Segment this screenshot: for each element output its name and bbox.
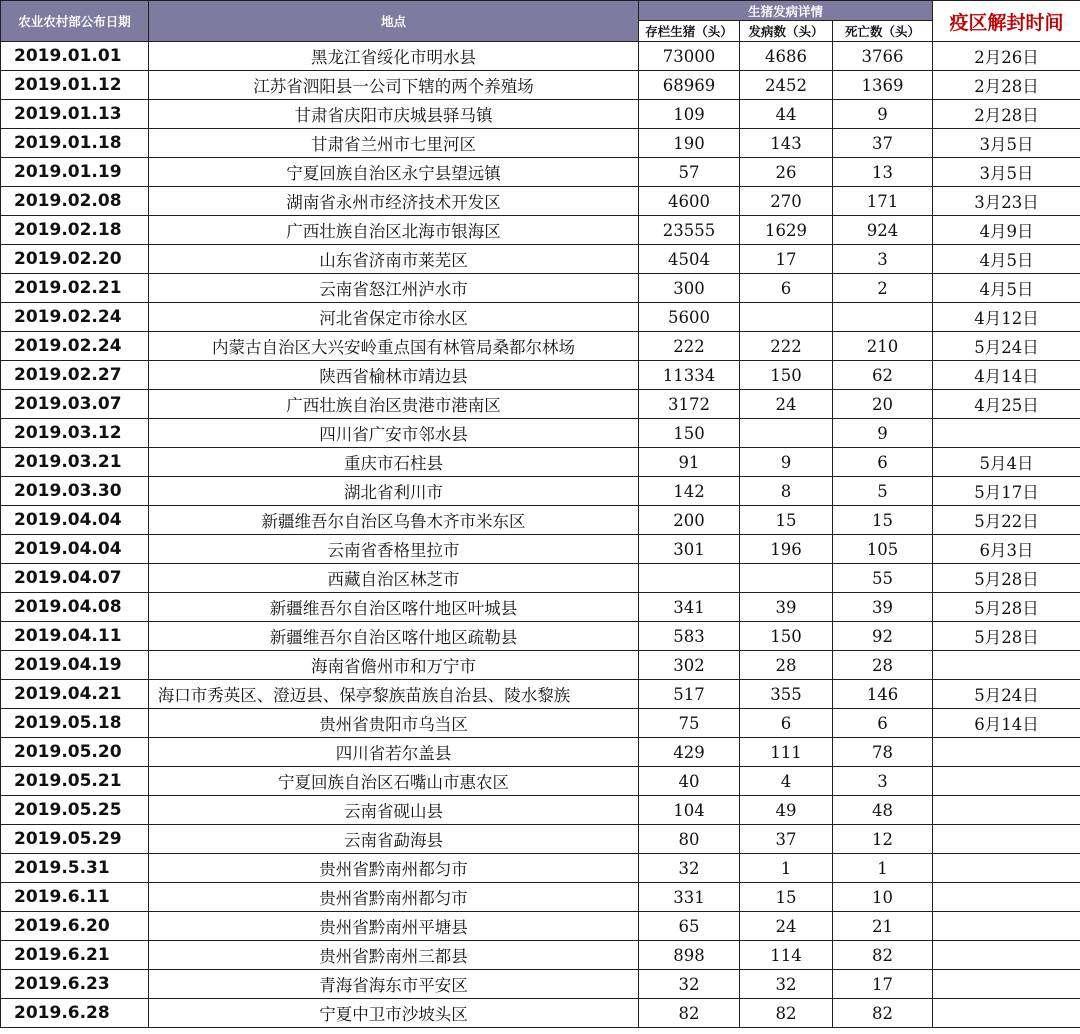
cell-lift: 6月3日 xyxy=(933,535,1080,564)
cell-stock xyxy=(639,564,740,593)
cell-deaths: 78 xyxy=(833,738,933,767)
cell-location: 贵州省黔南州三都县 xyxy=(149,941,639,970)
cell-date: 2019.02.24 xyxy=(1,303,149,332)
cell-stock: 142 xyxy=(639,477,740,506)
cell-cases: 6 xyxy=(740,274,833,303)
cell-deaths: 1 xyxy=(833,854,933,883)
cell-location: 重庆市石柱县 xyxy=(149,448,639,477)
cell-deaths: 28 xyxy=(833,651,933,680)
cell-stock: 65 xyxy=(639,912,740,941)
cell-stock: 109 xyxy=(639,100,740,129)
cell-cases: 150 xyxy=(740,622,833,651)
cell-date: 2019.05.21 xyxy=(1,767,149,796)
cell-lift xyxy=(933,796,1080,825)
cell-lift: 5月4日 xyxy=(933,448,1080,477)
cell-stock: 4504 xyxy=(639,245,740,274)
cell-cases: 49 xyxy=(740,796,833,825)
cell-lift: 3月23日 xyxy=(933,187,1080,216)
cell-cases: 28 xyxy=(740,651,833,680)
cell-date: 2019.04.08 xyxy=(1,593,149,622)
table-row xyxy=(1,738,1080,767)
cell-location: 甘肃省兰州市七里河区 xyxy=(149,129,639,158)
cell-cases: 270 xyxy=(740,187,833,216)
cell-stock: 302 xyxy=(639,651,740,680)
cell-stock: 32 xyxy=(639,854,740,883)
cell-stock: 23555 xyxy=(639,216,740,245)
cell-date: 2019.6.11 xyxy=(1,883,149,912)
cell-cases xyxy=(740,303,833,332)
cell-lift xyxy=(933,941,1080,970)
cell-location: 内蒙古自治区大兴安岭重点国有林管局桑都尔林场 xyxy=(149,332,639,361)
cell-deaths: 146 xyxy=(833,680,933,709)
cell-location: 广西壮族自治区北海市银海区 xyxy=(149,216,639,245)
table-row xyxy=(1,216,1080,245)
cell-date: 2019.05.29 xyxy=(1,825,149,854)
cell-cases: 150 xyxy=(740,361,833,390)
cell-date: 2019.01.18 xyxy=(1,129,149,158)
cell-date: 2019.05.20 xyxy=(1,738,149,767)
cell-date: 2019.03.12 xyxy=(1,419,149,448)
cell-location: 新疆维吾尔自治区喀什地区叶城县 xyxy=(149,593,639,622)
cell-lift xyxy=(933,651,1080,680)
cell-lift: 5月28日 xyxy=(933,564,1080,593)
cell-stock: 898 xyxy=(639,941,740,970)
table-row xyxy=(1,593,1080,622)
header-group-pig-details: 生猪发病详情 xyxy=(639,1,933,21)
cell-location: 贵州省黔南州平塘县 xyxy=(149,912,639,941)
cell-cases: 6 xyxy=(740,709,833,738)
cell-date: 2019.04.21 xyxy=(1,680,149,709)
cell-date: 2019.02.24 xyxy=(1,332,149,361)
cell-lift: 3月5日 xyxy=(933,158,1080,187)
cell-date: 2019.02.18 xyxy=(1,216,149,245)
cell-stock: 331 xyxy=(639,883,740,912)
cell-date: 2019.02.27 xyxy=(1,361,149,390)
cell-location: 海南省儋州市和万宁市 xyxy=(149,651,639,680)
cell-stock: 57 xyxy=(639,158,740,187)
table-row xyxy=(1,448,1080,477)
cell-cases: 4686 xyxy=(740,42,833,71)
cell-stock: 40 xyxy=(639,767,740,796)
cell-location xyxy=(149,680,639,709)
cell-date: 2019.6.21 xyxy=(1,941,149,970)
cell-deaths: 924 xyxy=(833,216,933,245)
cell-deaths: 48 xyxy=(833,796,933,825)
cell-lift: 5月22日 xyxy=(933,506,1080,535)
cell-lift: 5月17日 xyxy=(933,477,1080,506)
cell-location: 宁夏中卫市沙坡头区 xyxy=(149,999,639,1028)
table-row xyxy=(1,390,1080,419)
cell-deaths: 6 xyxy=(833,448,933,477)
cell-lift xyxy=(933,854,1080,883)
cell-cases: 24 xyxy=(740,912,833,941)
table-row xyxy=(1,100,1080,129)
table-row xyxy=(1,361,1080,390)
cell-location: 新疆维吾尔自治区乌鲁木齐市米东区 xyxy=(149,506,639,535)
cell-lift xyxy=(933,883,1080,912)
cell-location: 山东省济南市莱芜区 xyxy=(149,245,639,274)
cell-cases: 15 xyxy=(740,506,833,535)
cell-deaths: 12 xyxy=(833,825,933,854)
cell-cases: 82 xyxy=(740,999,833,1028)
cell-deaths: 82 xyxy=(833,941,933,970)
cell-cases: 111 xyxy=(740,738,833,767)
cell-cases: 2452 xyxy=(740,71,833,100)
cell-lift xyxy=(933,767,1080,796)
cell-stock: 200 xyxy=(639,506,740,535)
cell-stock: 75 xyxy=(639,709,740,738)
cell-lift xyxy=(933,825,1080,854)
cell-cases: 15 xyxy=(740,883,833,912)
cell-stock: 80 xyxy=(639,825,740,854)
header-stock: 存栏生猪（头） xyxy=(639,21,740,42)
cell-stock: 517 xyxy=(639,680,740,709)
cell-lift: 2月28日 xyxy=(933,71,1080,100)
cell-date: 2019.04.04 xyxy=(1,506,149,535)
cell-stock: 91 xyxy=(639,448,740,477)
cell-date: 2019.03.21 xyxy=(1,448,149,477)
header-lift-time: 疫区解封时间 xyxy=(933,1,1080,42)
cell-stock: 3172 xyxy=(639,390,740,419)
cell-lift: 5月24日 xyxy=(933,680,1080,709)
cell-location: 云南省香格里拉市 xyxy=(149,535,639,564)
cell-cases: 196 xyxy=(740,535,833,564)
cell-location: 宁夏回族自治区永宁县望远镇 xyxy=(149,158,639,187)
cell-cases: 9 xyxy=(740,448,833,477)
header-deaths: 死亡数（头） xyxy=(833,21,933,42)
table-row xyxy=(1,854,1080,883)
cell-cases: 1 xyxy=(740,854,833,883)
table-row xyxy=(1,999,1080,1028)
cell-lift: 5月24日 xyxy=(933,332,1080,361)
table-row xyxy=(1,477,1080,506)
cell-date: 2019.03.07 xyxy=(1,390,149,419)
table-row xyxy=(1,970,1080,999)
cell-deaths: 1369 xyxy=(833,71,933,100)
cell-cases: 355 xyxy=(740,680,833,709)
table-row xyxy=(1,883,1080,912)
cell-deaths: 171 xyxy=(833,187,933,216)
table-row xyxy=(1,622,1080,651)
table-row xyxy=(1,767,1080,796)
table-row xyxy=(1,941,1080,970)
table-row xyxy=(1,303,1080,332)
cell-date: 2019.05.25 xyxy=(1,796,149,825)
cell-lift xyxy=(933,999,1080,1028)
cell-cases: 1629 xyxy=(740,216,833,245)
cell-date: 2019.02.21 xyxy=(1,274,149,303)
cell-location: 甘肃省庆阳市庆城县驿马镇 xyxy=(149,100,639,129)
cell-lift: 2月26日 xyxy=(933,42,1080,71)
cell-location: 云南省怒江州泸水市 xyxy=(149,274,639,303)
cell-cases: 44 xyxy=(740,100,833,129)
cell-lift: 4月12日 xyxy=(933,303,1080,332)
cell-deaths: 3 xyxy=(833,767,933,796)
table-row xyxy=(1,709,1080,738)
cell-lift: 6月14日 xyxy=(933,709,1080,738)
cell-date: 2019.04.11 xyxy=(1,622,149,651)
cell-date: 2019.6.28 xyxy=(1,999,149,1028)
cell-location: 河北省保定市徐水区 xyxy=(149,303,639,332)
table-row xyxy=(1,129,1080,158)
table-row xyxy=(1,825,1080,854)
cell-deaths: 55 xyxy=(833,564,933,593)
cell-deaths: 2 xyxy=(833,274,933,303)
cell-deaths: 92 xyxy=(833,622,933,651)
cell-location: 江苏省泗阳县一公司下辖的两个养殖场 xyxy=(149,71,639,100)
table-row xyxy=(1,535,1080,564)
cell-stock: 82 xyxy=(639,999,740,1028)
cell-location: 云南省勐海县 xyxy=(149,825,639,854)
cell-deaths: 210 xyxy=(833,332,933,361)
cell-lift xyxy=(933,970,1080,999)
cell-date: 2019.01.19 xyxy=(1,158,149,187)
cell-location: 广西壮族自治区贵港市港南区 xyxy=(149,390,639,419)
cell-cases: 143 xyxy=(740,129,833,158)
cell-date: 2019.02.20 xyxy=(1,245,149,274)
cell-date: 2019.01.12 xyxy=(1,71,149,100)
table-row xyxy=(1,187,1080,216)
cell-deaths: 5 xyxy=(833,477,933,506)
table-row xyxy=(1,42,1080,71)
cell-deaths: 9 xyxy=(833,419,933,448)
cell-cases xyxy=(740,419,833,448)
cell-location: 贵州省贵阳市乌当区 xyxy=(149,709,639,738)
cell-location: 黑龙江省绥化市明水县 xyxy=(149,42,639,71)
cell-location: 湖南省永州市经济技术开发区 xyxy=(149,187,639,216)
cell-location: 四川省广安市邻水县 xyxy=(149,419,639,448)
cell-location: 新疆维吾尔自治区喀什地区疏勒县 xyxy=(149,622,639,651)
cell-deaths: 20 xyxy=(833,390,933,419)
cell-date: 2019.04.19 xyxy=(1,651,149,680)
cell-stock: 300 xyxy=(639,274,740,303)
cell-deaths: 15 xyxy=(833,506,933,535)
cell-cases: 32 xyxy=(740,970,833,999)
cell-stock: 190 xyxy=(639,129,740,158)
table-row xyxy=(1,912,1080,941)
cell-cases xyxy=(740,564,833,593)
cell-deaths: 13 xyxy=(833,158,933,187)
cell-cases: 222 xyxy=(740,332,833,361)
cell-stock: 222 xyxy=(639,332,740,361)
cell-stock: 150 xyxy=(639,419,740,448)
cell-deaths: 62 xyxy=(833,361,933,390)
cell-lift: 4月14日 xyxy=(933,361,1080,390)
cell-lift: 4月5日 xyxy=(933,274,1080,303)
cell-date: 2019.6.23 xyxy=(1,970,149,999)
cell-location: 陕西省榆林市靖边县 xyxy=(149,361,639,390)
table-row xyxy=(1,332,1080,361)
cell-location: 云南省砚山县 xyxy=(149,796,639,825)
cell-date: 2019.6.20 xyxy=(1,912,149,941)
cell-cases: 26 xyxy=(740,158,833,187)
table-row xyxy=(1,71,1080,100)
cell-date: 2019.01.13 xyxy=(1,100,149,129)
cell-cases: 39 xyxy=(740,593,833,622)
cell-location: 贵州省黔南州都匀市 xyxy=(149,883,639,912)
cell-stock: 68969 xyxy=(639,71,740,100)
table-row xyxy=(1,506,1080,535)
cell-cases: 17 xyxy=(740,245,833,274)
cell-location: 青海省海东市平安区 xyxy=(149,970,639,999)
table-header xyxy=(1,1,1080,42)
cell-cases: 8 xyxy=(740,477,833,506)
cell-deaths: 3 xyxy=(833,245,933,274)
cell-stock: 341 xyxy=(639,593,740,622)
table-row xyxy=(1,651,1080,680)
cell-location: 贵州省黔南州都匀市 xyxy=(149,854,639,883)
cell-deaths xyxy=(833,303,933,332)
cell-lift: 2月28日 xyxy=(933,100,1080,129)
table-row xyxy=(1,564,1080,593)
cell-cases: 4 xyxy=(740,767,833,796)
cell-date: 2019.02.08 xyxy=(1,187,149,216)
cell-deaths: 105 xyxy=(833,535,933,564)
cell-stock: 104 xyxy=(639,796,740,825)
cell-stock: 11334 xyxy=(639,361,740,390)
cell-lift: 3月5日 xyxy=(933,129,1080,158)
table-row xyxy=(1,158,1080,187)
table-row xyxy=(1,680,1080,709)
cell-location: 湖北省利川市 xyxy=(149,477,639,506)
cell-date: 2019.04.04 xyxy=(1,535,149,564)
cell-lift: 4月9日 xyxy=(933,216,1080,245)
cell-cases: 24 xyxy=(740,390,833,419)
cell-stock: 5600 xyxy=(639,303,740,332)
cell-lift: 5月28日 xyxy=(933,593,1080,622)
cell-stock: 4600 xyxy=(639,187,740,216)
cell-date: 2019.05.18 xyxy=(1,709,149,738)
cell-deaths: 10 xyxy=(833,883,933,912)
cell-date: 2019.5.31 xyxy=(1,854,149,883)
table-row xyxy=(1,419,1080,448)
cell-stock: 73000 xyxy=(639,42,740,71)
cell-date: 2019.03.30 xyxy=(1,477,149,506)
cell-lift xyxy=(933,912,1080,941)
cell-lift xyxy=(933,738,1080,767)
cell-location: 宁夏回族自治区石嘴山市惠农区 xyxy=(149,767,639,796)
cell-date: 2019.01.01 xyxy=(1,42,149,71)
cell-stock: 301 xyxy=(639,535,740,564)
cell-lift: 4月25日 xyxy=(933,390,1080,419)
table-row xyxy=(1,274,1080,303)
table-row xyxy=(1,245,1080,274)
cell-deaths: 6 xyxy=(833,709,933,738)
cell-lift: 4月5日 xyxy=(933,245,1080,274)
cell-date: 2019.04.07 xyxy=(1,564,149,593)
cell-cases: 114 xyxy=(740,941,833,970)
cell-deaths: 82 xyxy=(833,999,933,1028)
table-body xyxy=(1,42,1080,1028)
header-cases: 发病数（头） xyxy=(740,21,833,42)
cell-location: 四川省若尔盖县 xyxy=(149,738,639,767)
cell-location-text: 海口市秀英区、澄迈县、保亭黎族苗族自治县、陵水黎族 xyxy=(157,686,571,705)
header-date: 农业农村部公布日期 xyxy=(1,1,149,42)
cell-deaths: 9 xyxy=(833,100,933,129)
cell-deaths: 21 xyxy=(833,912,933,941)
cell-location: 西藏自治区林芝市 xyxy=(149,564,639,593)
cell-cases: 37 xyxy=(740,825,833,854)
cell-stock: 429 xyxy=(639,738,740,767)
cell-deaths: 37 xyxy=(833,129,933,158)
cell-lift: 5月28日 xyxy=(933,622,1080,651)
cell-deaths: 3766 xyxy=(833,42,933,71)
cell-lift xyxy=(933,419,1080,448)
cell-stock: 32 xyxy=(639,970,740,999)
header-location: 地点 xyxy=(149,1,639,42)
cell-deaths: 17 xyxy=(833,970,933,999)
cell-deaths: 39 xyxy=(833,593,933,622)
table-row xyxy=(1,796,1080,825)
cell-stock: 583 xyxy=(639,622,740,651)
